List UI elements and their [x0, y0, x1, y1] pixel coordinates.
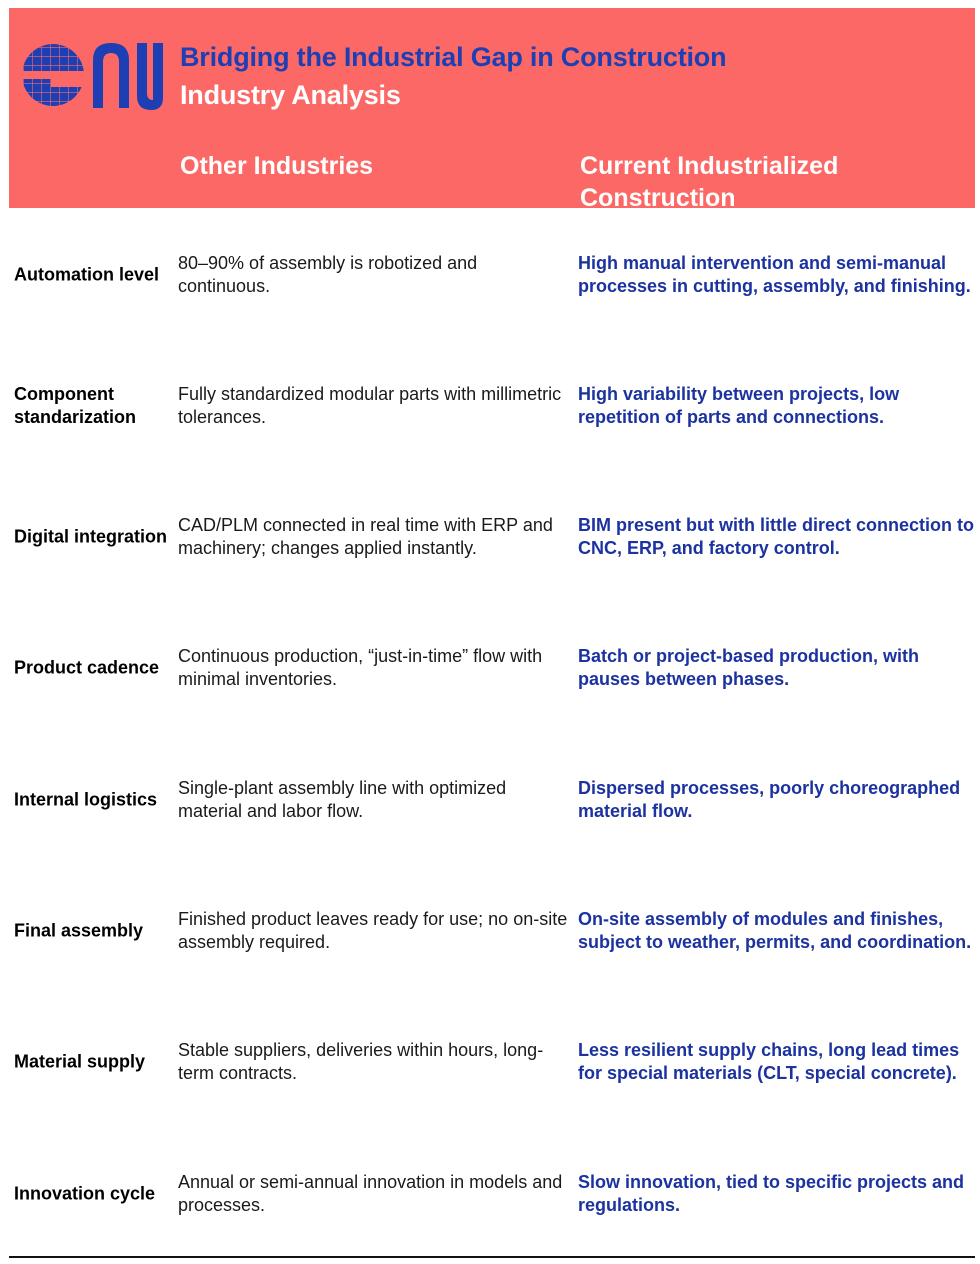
table-row: [0, 602, 980, 733]
table-row: [0, 996, 980, 1127]
row-label: Digital integration: [14, 526, 167, 546]
current-construction-cell: BIM present but with little direct connection to CNC, ERP, and factory control.: [578, 514, 975, 558]
current-construction-cell: Batch or project-based production, with pauses between phases.: [578, 645, 920, 689]
table-row: [0, 340, 980, 471]
current-construction-cell: On-site assembly of modules and finishes, subject to weather, permits, and coordination.: [578, 908, 972, 952]
other-industries-cell: CAD/PLM connected in real time with ERP and machinery; changes applied instantly.: [178, 514, 553, 558]
other-industries-cell: Finished product leaves ready for use; no on-site assembly required.: [178, 908, 568, 952]
other-industries-cell: Annual or semi-annual innovation in models and processes.: [178, 1171, 563, 1215]
row-label: Internal logistics: [14, 789, 158, 809]
table-row: [0, 734, 980, 865]
other-industries-cell: Stable suppliers, deliveries within hours, long-term contracts.: [178, 1039, 544, 1083]
current-construction-cell: High variability between projects, low repetition of parts and connections.: [578, 383, 900, 427]
row-label: Component standarization: [14, 383, 137, 427]
other-industries-cell: Continuous production, “just-in-time” flow with minimal inventories.: [178, 645, 543, 689]
header-banner: [9, 8, 975, 212]
table-row: [0, 1128, 980, 1259]
row-label: Automation level: [14, 264, 160, 284]
row-label: Final assembly: [14, 920, 144, 940]
page-title: [180, 38, 726, 114]
current-construction-cell: Dispersed processes, poorly choreographed material flow.: [578, 777, 961, 821]
table-row: [0, 471, 980, 602]
row-label: Material supply: [14, 1051, 146, 1071]
subtitle-line: Industry Analysis: [180, 80, 401, 110]
construction-logo-icon: [23, 38, 163, 113]
other-industries-cell: Single-plant assembly line with optimized material and labor flow.: [178, 777, 507, 821]
column-header-current-construction: Current Industrialized Construction: [580, 152, 839, 212]
column-header-other-industries: Other Industries: [180, 152, 374, 180]
other-industries-cell: 80–90% of assembly is robotized and continuous.: [178, 252, 478, 296]
current-construction-cell: Less resilient supply chains, long lead times for special materials (CLT, special concrete).: [578, 1039, 960, 1083]
table-row: [0, 209, 980, 340]
title-line: Bridging the Industrial Gap in Construction: [180, 42, 727, 72]
current-construction-cell: High manual intervention and semi-manual processes in cutting, assembly, and finishing.: [578, 252, 971, 296]
table-row: [0, 865, 980, 996]
other-industries-cell: Fully standardized modular parts with millimetric tolerances.: [178, 383, 562, 427]
current-construction-cell: Slow innovation, tied to specific projects and regulations.: [578, 1171, 965, 1215]
bottom-divider: [9, 1256, 975, 1258]
row-label: Product cadence: [14, 657, 160, 677]
row-label: Innovation cycle: [14, 1183, 156, 1203]
